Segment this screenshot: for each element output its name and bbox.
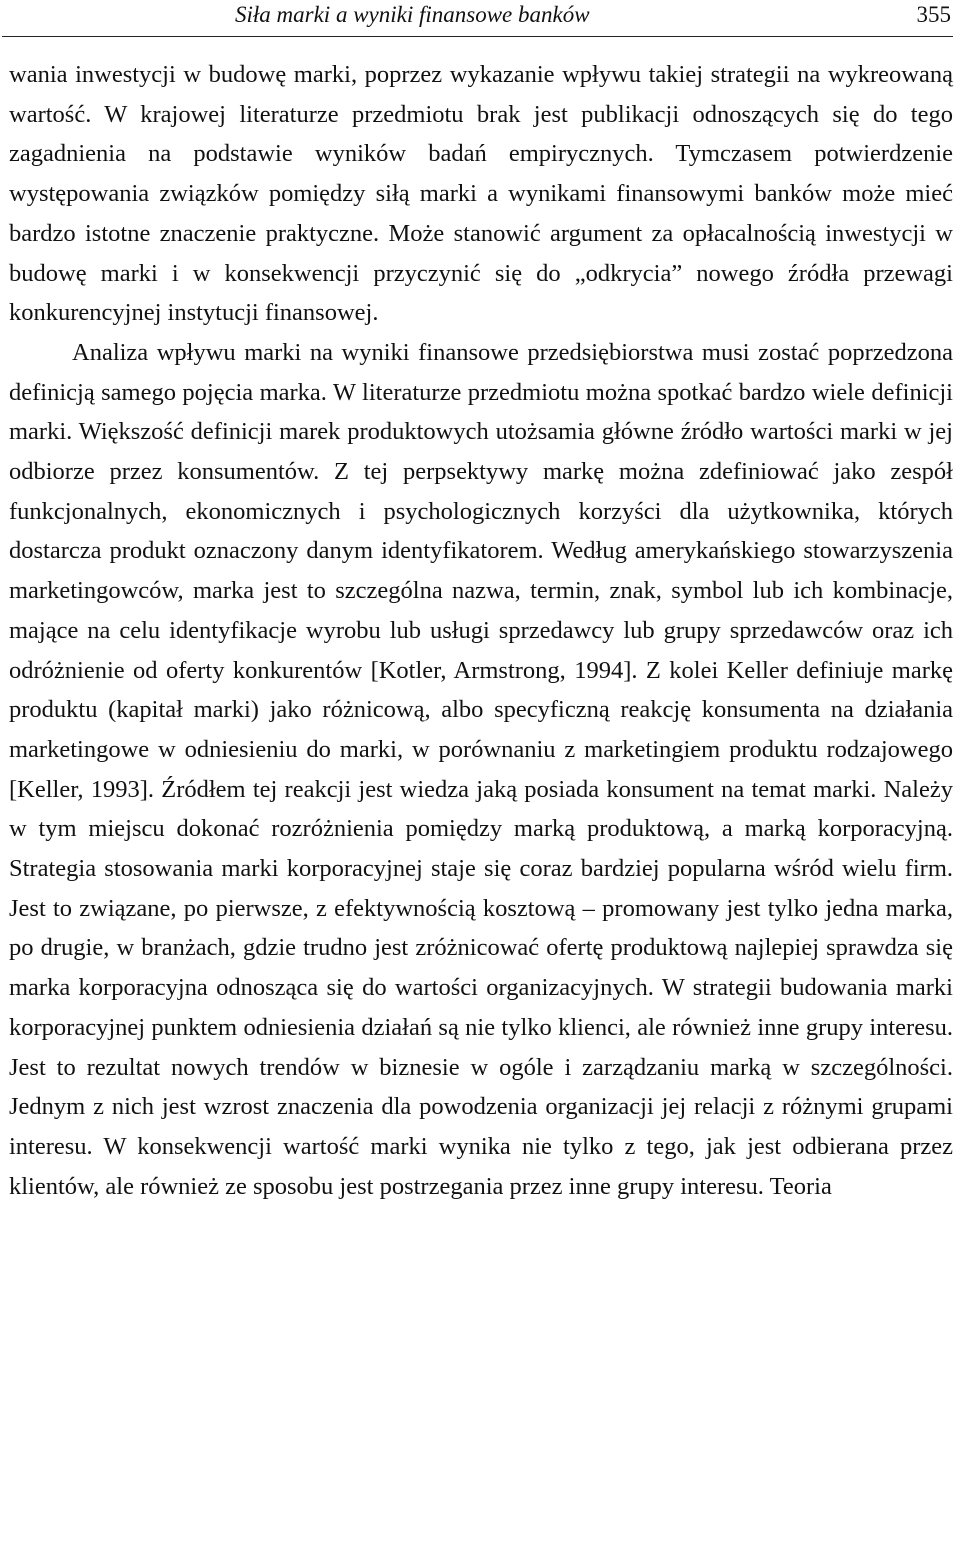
header-rule bbox=[2, 36, 953, 37]
page-number: 355 bbox=[916, 2, 951, 27]
running-title: Siła marki a wyniki finansowe banków bbox=[235, 2, 590, 27]
book-page bbox=[9, 0, 953, 1561]
body-text bbox=[9, 55, 953, 1206]
running-header bbox=[9, 0, 953, 30]
paragraph-continued: wania inwestycji w budowę marki, poprzez wykazanie wpływu takiej strategii na wykreowaną wartość. W krajowej literaturze przedmiotu brak jest publikacji odnoszących się do tego zagadnienia na podstawie wyników badań empirycznych. Tymczasem potwierdzenie występowania związków pomiędzy siłą marki a wynikami finansowymi banków może mieć bardzo istotne znaczenie praktyczne. Może stanowić argument za opłacalnością inwestycji w budowę marki i w konsekwencji przyczynić się do „odkrycia” nowego źródła przewagi konkurencyjnej instytucji finansowej. bbox=[9, 61, 953, 327]
paragraph-brand-definition: Analiza wpływu marki na wyniki finansowe przedsiębiorstwa musi zostać poprzedzona definicją samego pojęcia marka. W literaturze przedmiotu można spotkać bardzo wiele definicji marki. Większość definicji marek produktowych utożsamia główne źródło wartości marki w jej odbiorze przez konsumentów. Z tej perpsektywy markę można zdefiniować jako zespół funkcjonalnych, ekonomicznych i psychologicznych korzyści dla użytkownika, których dostarcza produkt oznaczony danym identyfikatorem. Według amerykańskiego stowarzyszenia marketingowców, marka jest to szczególna nazwa, termin, znak, symbol lub ich kombinacje, mające na celu identyfikacje wyrobu lub usługi sprzedawcy lub grupy sprzedawców oraz ich odróżnienie od oferty konkurentów [Kotler, Armstrong, 1994]. Z kolei Keller definiuje markę produktu (kapitał marki) jako różnicową, albo specyficzną reakcję konsumenta na działania marketingowe w odniesieniu do marki, w porównaniu z marketingiem produktu rodzajowego [Keller, 1993]. Źródłem tej reakcji jest wiedza jaką posiada konsument na temat marki. Należy w tym miejscu dokonać rozróżnienia pomiędzy marką produktową, a marką korporacyjną. Strategia stosowania marki korporacyjnej staje się coraz bardziej popularna wśród wielu firm. Jest to związane, po pierwsze, z efektywnością kosztową – promowany jest tylko jedna marka, po drugie, w branżach, gdzie trudno jest zróżnicować ofertę produktową najlepiej sprawdza się marka korporacyjna odnosząca się do wartości organizacyjnych. W strategii budowania marki korporacyjnej punktem odniesienia działań są nie tylko klienci, ale również inne grupy interesu. Jest to rezultat nowych trendów w biznesie w ogóle i zarządzaniu marką w szczególności. Jednym z nich jest wzrost znaczenia dla powodzenia organizacji jej relacji z różnymi grupami interesu. W konsekwencji wartość marki wynika nie tylko z tego, jak jest odbierana przez klientów, ale również ze sposobu jest postrzegania przez inne grupy interesu. Teoria bbox=[9, 338, 953, 1200]
